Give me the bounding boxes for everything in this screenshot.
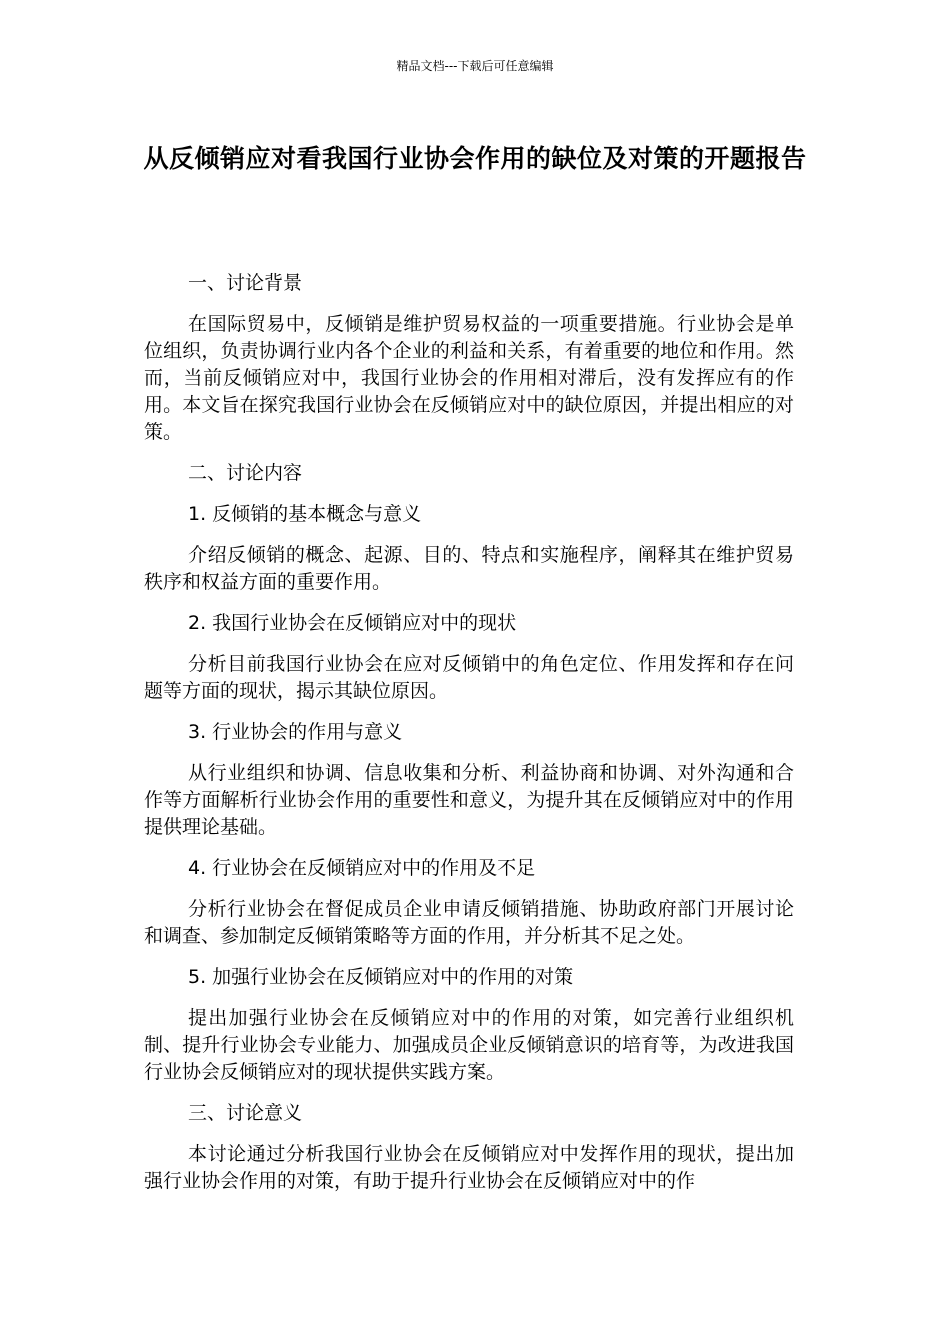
document-body: [144, 270, 794, 1209]
paragraph: 分析目前我国行业协会在应对反倾销中的角色定位、作用发挥和存在问题等方面的现状，揭示其缺位原因。: [144, 653, 794, 702]
document-title: 从反倾销应对看我国行业协会作用的缺位及对策的开题报告: [143, 144, 807, 173]
section-heading: 二、讨论内容: [188, 462, 303, 484]
paragraph: 分析行业协会在督促成员企业申请反倾销措施、协助政府部门开展讨论和调查、参加制定反倾销策略等方面的作用，并分析其不足之处。: [144, 898, 794, 947]
section-heading: 三、讨论意义: [188, 1102, 303, 1124]
subsection-heading: 2. 我国行业协会在反倾销应对中的现状: [188, 612, 517, 634]
subsection-heading: 1. 反倾销的基本概念与意义: [188, 503, 422, 525]
paragraph: 本讨论通过分析我国行业协会在反倾销应对中发挥作用的现状，提出加强行业协会作用的对策，有助于提升行业协会在反倾销应对中的作: [144, 1143, 794, 1192]
paragraph: 从行业组织和协调、信息收集和分析、利益协商和协调、对外沟通和合作等方面解析行业协会作用的重要性和意义，为提升其在反倾销应对中的作用提供理论基础。: [144, 762, 794, 838]
paragraph: 在国际贸易中，反倾销是维护贸易权益的一项重要措施。行业协会是单位组织，负责协调行业内各个企业的利益和关系，有着重要的地位和作用。然而，当前反倾销应对中，我国行业协会的作用相对滞后，没有发挥应有的作用。本文旨在探究我国行业协会在反倾销应对中的缺位原因，并提出相应的对策。: [144, 313, 794, 443]
section-heading: 一、讨论背景: [188, 272, 303, 294]
paragraph: 提出加强行业协会在反倾销应对中的作用的对策，如完善行业组织机制、提升行业协会专业能力、加强成员企业反倾销意识的培育等，为改进我国行业协会反倾销应对的现状提供实践方案。: [144, 1007, 794, 1083]
header-note: 精品文档---下载后可任意编辑: [396, 59, 554, 73]
subsection-heading: 3. 行业协会的作用与意义: [188, 721, 403, 743]
subsection-heading: 5. 加强行业协会在反倾销应对中的作用的对策: [188, 966, 574, 988]
subsection-heading: 4. 行业协会在反倾销应对中的作用及不足: [188, 857, 536, 879]
paragraph: 介绍反倾销的概念、起源、目的、特点和实施程序，阐释其在维护贸易秩序和权益方面的重要作用。: [144, 544, 794, 593]
